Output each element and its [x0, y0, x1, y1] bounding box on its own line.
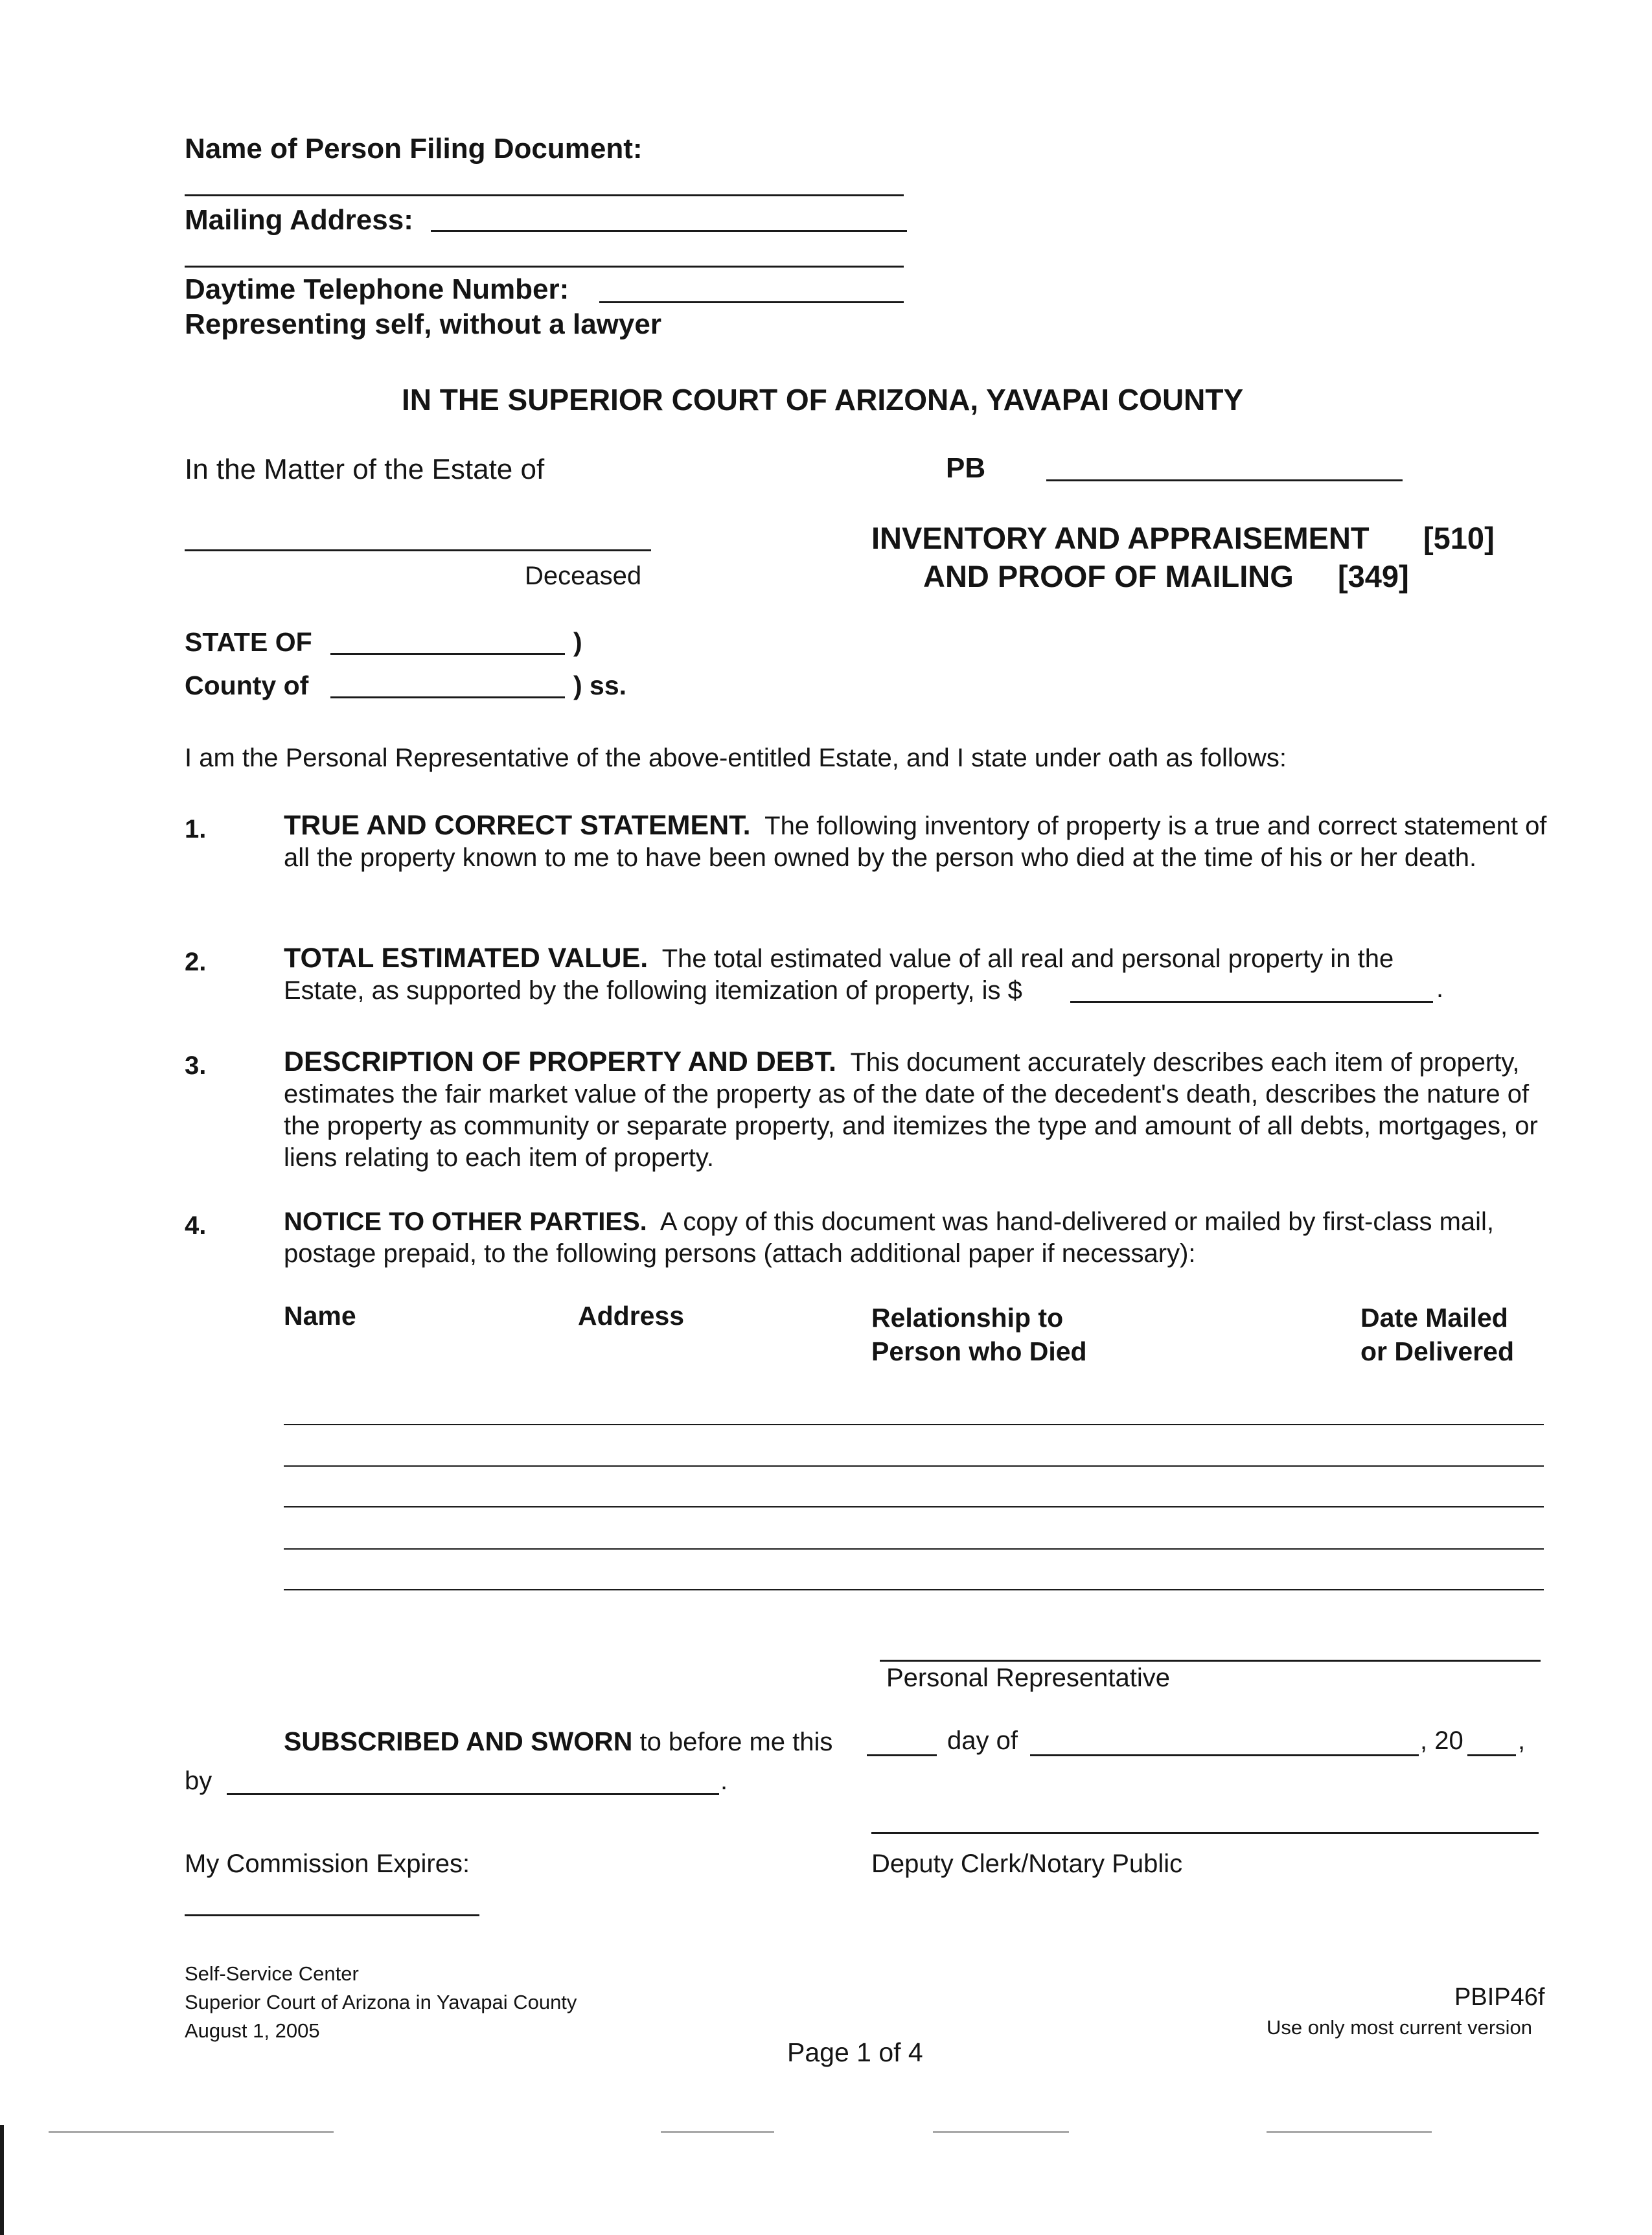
sworn-statement [284, 1726, 832, 1757]
item-heading: TOTAL ESTIMATED VALUE. [284, 943, 648, 974]
notice-row-line[interactable] [284, 1589, 1544, 1590]
total-value-period: . [1436, 974, 1444, 1003]
item-number: 2. [185, 948, 207, 976]
item-text: The following inventory of property is a true and correct statement of all the property known to me to have been owned by the person who died at the time of his or her death. [284, 812, 1547, 872]
commission-label: My Commission Expires: [185, 1850, 470, 1878]
mailing-address-label: Mailing Address: [185, 204, 413, 236]
doc-code-2: [349] [1338, 559, 1409, 593]
item-number: 1. [185, 815, 207, 843]
state-paren: ) [573, 627, 582, 657]
item-number: 3. [185, 1051, 207, 1080]
intro-statement: I am the Personal Representative of the above-entitled Estate, and I state under oath as follows: [185, 744, 1287, 772]
case-number-line[interactable] [1046, 479, 1403, 481]
col-date-header [1360, 1301, 1514, 1368]
state-label: STATE OF [185, 627, 312, 657]
item-description [284, 1046, 1554, 1174]
item-text: A copy of this document was hand-delivered or mailed by first-class mail, postage prepaid, to the following persons (attach additional paper if necessary): [284, 1208, 1495, 1268]
scan-artifact-line [1267, 2131, 1432, 2133]
county-label: County of [185, 670, 309, 700]
scan-edge-mark [0, 2125, 4, 2235]
version-note: Use only most current version [1267, 2016, 1533, 2039]
doc-title-text-2: AND PROOF OF MAILING [923, 559, 1294, 593]
item-total-value [284, 943, 1554, 1007]
county-ss: ) ss. [573, 670, 627, 700]
mailing-address-line-1[interactable] [431, 230, 907, 232]
scan-artifact-line [49, 2131, 334, 2133]
sworn-year-prefix: , 20 [1420, 1726, 1463, 1755]
matter-label: In the Matter of the Estate of [185, 453, 545, 485]
court-title: IN THE SUPERIOR COURT OF ARIZONA, YAVAPAI COUNTY [402, 383, 1244, 417]
mailing-address-line-2[interactable] [185, 266, 904, 268]
decedent-name-line[interactable] [185, 549, 651, 551]
footer-center-info [185, 1960, 577, 2045]
by-line[interactable] [227, 1793, 719, 1795]
phone-line[interactable] [599, 301, 904, 303]
page-number: Page 1 of 4 [787, 2037, 923, 2067]
filer-name-line[interactable] [185, 194, 904, 196]
col-relationship-line1: Relationship to [871, 1303, 1064, 1333]
sworn-text2: day of [947, 1726, 1018, 1755]
clerk-signature-line[interactable] [871, 1832, 1539, 1834]
scan-artifact-line [933, 2131, 1069, 2133]
col-date-line1: Date Mailed [1360, 1303, 1508, 1333]
item-heading: TRUE AND CORRECT STATEMENT. [284, 810, 751, 841]
sworn-end: , [1518, 1726, 1526, 1755]
col-relationship-header [871, 1301, 1087, 1368]
notice-row-line[interactable] [284, 1465, 1544, 1467]
clerk-label: Deputy Clerk/Notary Public [871, 1850, 1183, 1878]
item-number: 4. [185, 1211, 207, 1240]
representing-text: Representing self, without a lawyer [185, 308, 661, 340]
doc-title-text-1: INVENTORY AND APPRAISEMENT [871, 521, 1370, 555]
sworn-month-line[interactable] [1030, 1754, 1419, 1756]
item-text: This document accurately describes each item of property, estimates the fair market value of the property as of the date of the decedent's death, describes the nature of the property as community or separate property, and itemizes the type and amount of all debts, mortgages, or liens relating to each item of property. [284, 1048, 1538, 1172]
item-text-line2: Estate, as supported by the following itemization of property, is $ [284, 976, 1022, 1005]
col-address-header: Address [578, 1301, 685, 1331]
deceased-label: Deceased [525, 562, 642, 590]
personal-rep-signature-line[interactable] [880, 1660, 1541, 1662]
notice-row-line[interactable] [284, 1424, 1544, 1425]
col-date-line2: or Delivered [1360, 1336, 1514, 1366]
footer-line2: Superior Court of Arizona in Yavapai County [185, 1991, 577, 2013]
item-true-correct [284, 810, 1554, 874]
sworn-heading: SUBSCRIBED AND SWORN [284, 1726, 633, 1756]
county-line[interactable] [330, 696, 565, 698]
commission-expires-line[interactable] [185, 1914, 479, 1916]
sworn-text1: to before me this [639, 1728, 833, 1756]
footer-line1: Self-Service Center [185, 1962, 359, 1985]
personal-rep-label: Personal Representative [886, 1664, 1171, 1692]
item-text: The total estimated value of all real and personal property in the [661, 945, 1394, 973]
total-value-line[interactable] [1070, 1001, 1433, 1003]
item-heading: DESCRIPTION OF PROPERTY AND DEBT. [284, 1046, 836, 1077]
phone-label: Daytime Telephone Number: [185, 273, 569, 305]
by-label: by [185, 1767, 212, 1795]
item-notice [284, 1206, 1554, 1270]
col-relationship-line2: Person who Died [871, 1336, 1087, 1366]
notice-row-line[interactable] [284, 1506, 1544, 1507]
col-name-header: Name [284, 1301, 356, 1331]
scan-artifact-line [661, 2131, 774, 2133]
state-line[interactable] [330, 653, 565, 655]
footer-line3: August 1, 2005 [185, 2019, 320, 2042]
doc-code-1: [510] [1423, 521, 1495, 555]
sworn-day-line[interactable] [867, 1754, 937, 1756]
doc-title-line1 [871, 520, 1370, 556]
sworn-year-line[interactable] [1467, 1754, 1516, 1756]
form-code: PBIP46f [1454, 1984, 1545, 2011]
item-heading: NOTICE TO OTHER PARTIES. [284, 1208, 647, 1236]
case-prefix: PB [946, 452, 986, 484]
by-end: . [720, 1767, 728, 1795]
filer-name-label: Name of Person Filing Document: [185, 133, 643, 165]
notice-row-line[interactable] [284, 1548, 1544, 1550]
